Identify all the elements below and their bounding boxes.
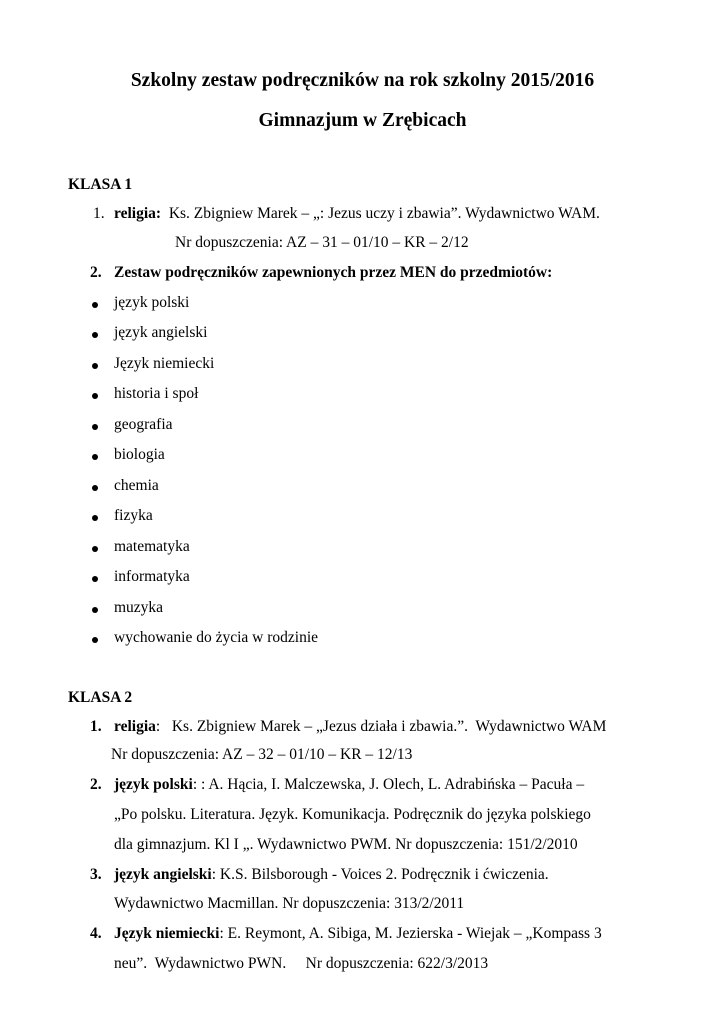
klasa1-men-heading: Zestaw podręczników zapewnionych przez MEN do przedmiotów: [114, 264, 553, 281]
klasa2-heading: KLASA 2 [68, 689, 133, 706]
klasa2-niemiecki-text: : E. Reymont, A. Sibiga, M. Jezierska - Wiejak – „Kompass 3 [219, 925, 602, 942]
list-item: język angielski [114, 324, 208, 341]
klasa2-religia-text: : Ks. Zbigniew Marek – „Jezus działa i zbawia.”. Wydawnictwo WAM [155, 718, 607, 735]
list-item: geografia [114, 416, 173, 433]
klasa1-heading: KLASA 1 [68, 176, 133, 193]
list-item: wychowanie do życia w rodzinie [114, 629, 319, 646]
list-item: biologia [114, 446, 165, 463]
list-item: chemia [114, 477, 159, 494]
klasa1-religia-approval: Nr dopuszczenia: AZ – 31 – 01/10 – KR – 2/12 [175, 234, 469, 251]
klasa2-niemiecki-line2: neu”. Wydawnictwo PWN. Nr dopuszczenia: 622/3/2013 [114, 955, 489, 972]
bullet-icon [92, 637, 98, 643]
bullet-icon [92, 485, 98, 491]
bullet-icon [92, 607, 98, 613]
bullet-icon [92, 424, 98, 430]
list-item: informatyka [114, 568, 190, 585]
klasa2-polski-label: język polski [114, 776, 193, 793]
klasa2-item4 [114, 925, 602, 943]
list-item: muzyka [114, 599, 164, 616]
bullet-icon [92, 332, 98, 338]
bullet-icon [92, 393, 98, 399]
klasa2-item4-number: 4. [90, 925, 102, 942]
klasa1-item1 [114, 205, 600, 223]
bullet-icon [92, 454, 98, 460]
klasa2-polski-text: : : A. Hącia, I. Malczewska, J. Olech, L. Adrabińska – Pacuła – [192, 776, 585, 793]
klasa2-item2-number: 2. [90, 776, 102, 793]
klasa2-item2 [114, 776, 584, 794]
bullet-icon [92, 576, 98, 582]
bullet-icon [92, 546, 98, 552]
klasa2-polski-line2: „Po polsku. Literatura. Język. Komunikacja. Podręcznik do języka polskiego [114, 806, 591, 823]
list-item: historia i społ [114, 385, 199, 402]
klasa2-religia-label: religia [114, 718, 156, 735]
klasa1-religia-label: religia: [114, 205, 162, 222]
klasa2-angielski-text: : K.S. Bilsborough - Voices 2. Podręcznik i ćwiczenia. [211, 866, 549, 883]
klasa2-item1 [114, 718, 606, 736]
bullet-icon [92, 363, 98, 369]
page-subtitle: Gimnazjum w Zrębicach [258, 110, 467, 131]
klasa2-religia-approval: Nr dopuszczenia: AZ – 32 – 01/10 – KR – 12/13 [111, 746, 413, 763]
klasa2-item3 [114, 866, 549, 884]
klasa2-niemiecki-label: Język niemiecki [114, 925, 220, 942]
klasa1-item2-number: 2. [90, 264, 102, 281]
klasa1-item1-number: 1. [93, 205, 105, 222]
klasa1-religia-text: Ks. Zbigniew Marek – „: Jezus uczy i zbawia”. Wydawnictwo WAM. [168, 205, 600, 222]
list-item: matematyka [114, 538, 190, 555]
klasa2-polski-line3: dla gimnazjum. Kl I „. Wydawnictwo PWM. Nr dopuszczenia: 151/2/2010 [114, 836, 578, 853]
page-title: Szkolny zestaw podręczników na rok szkolny 2015/2016 [130, 70, 595, 91]
klasa2-angielski-line2: Wydawnictwo Macmillan. Nr dopuszczenia: 313/2/2011 [114, 895, 465, 912]
bullet-icon [92, 515, 98, 521]
bullet-icon [92, 302, 98, 308]
klasa2-angielski-label: język angielski [114, 866, 212, 883]
list-item: Język niemiecki [114, 355, 215, 372]
list-item: język polski [114, 294, 190, 311]
klasa2-item1-number: 1. [90, 718, 102, 735]
klasa2-item3-number: 3. [90, 866, 102, 883]
list-item: fizyka [114, 507, 153, 524]
